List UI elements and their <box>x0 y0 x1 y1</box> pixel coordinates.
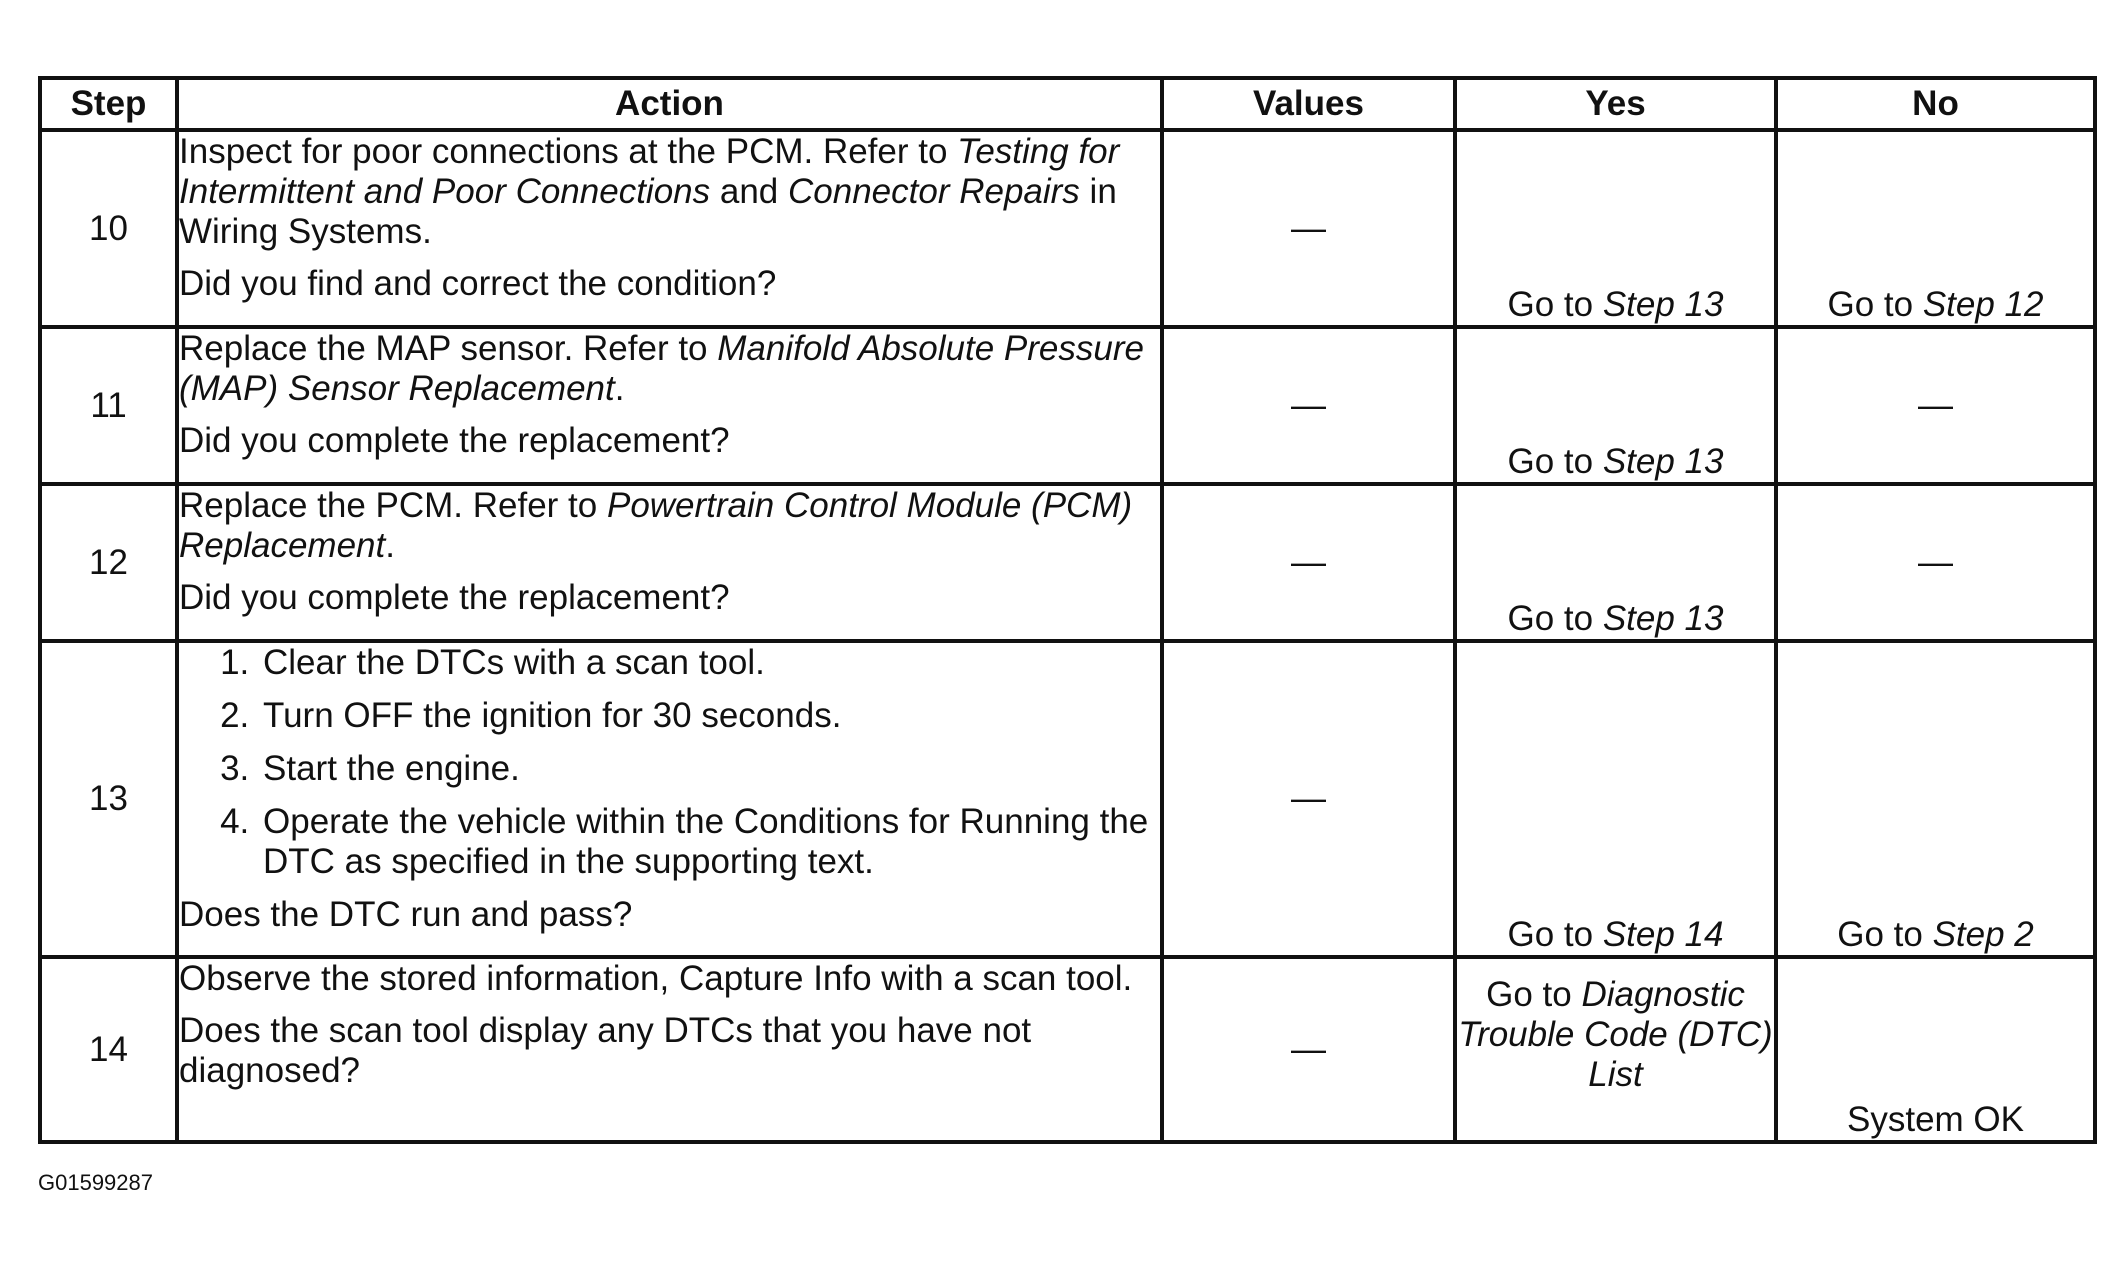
header-row <box>40 78 2095 130</box>
action-text <box>179 329 1160 409</box>
action-text-part: Replace the MAP sensor. Refer to <box>179 329 718 368</box>
action-text-part: . <box>614 369 625 408</box>
action-cell <box>177 130 1162 327</box>
table-row <box>40 641 2095 957</box>
reference-link[interactable]: Manifold Absolute Pressure (MAP) Sensor Replacement <box>179 329 1144 408</box>
action-question: Did you complete the replacement? <box>179 421 730 460</box>
reference-link[interactable]: Connector Repairs <box>788 172 1080 211</box>
action-question: Did you find and correct the condition? <box>179 264 777 303</box>
values-cell: — <box>1162 484 1455 641</box>
goto-prefix: Go to <box>1486 975 1582 1014</box>
header-yes: Yes <box>1455 78 1776 130</box>
action-question: Does the scan tool display any DTCs that you have not diagnosed? <box>179 1011 1032 1090</box>
goto-step-link[interactable]: Step 12 <box>1922 285 2044 324</box>
table-row <box>40 957 2095 1142</box>
reference-link[interactable]: Testing for Intermittent and Poor Connections <box>179 132 1120 211</box>
action-question: Did you complete the replacement? <box>179 578 730 617</box>
values-cell: — <box>1162 957 1455 1142</box>
list-item: 2. Turn OFF the ignition for 30 seconds. <box>259 696 1160 736</box>
action-cell <box>177 327 1162 484</box>
action-cell <box>177 957 1162 1142</box>
goto-step-link[interactable]: Step 13 <box>1602 285 1724 324</box>
goto-prefix: Go to <box>1837 915 1933 954</box>
action-text-part: Inspect for poor connections at the PCM. Refer to <box>179 132 958 171</box>
no-cell: System OK <box>1776 957 2095 1142</box>
action-text-part: and <box>710 172 788 211</box>
values-cell: — <box>1162 130 1455 327</box>
step-number: 12 <box>40 484 177 641</box>
action-text <box>179 132 1160 252</box>
list-item: 1. Clear the DTCs with a scan tool. <box>259 643 1160 683</box>
yes-cell <box>1455 327 1776 484</box>
no-cell: — <box>1776 327 2095 484</box>
table-row <box>40 130 2095 327</box>
action-cell <box>177 484 1162 641</box>
step-number: 10 <box>40 130 177 327</box>
no-cell <box>1776 130 2095 327</box>
table-row <box>40 484 2095 641</box>
goto-prefix: Go to <box>1827 285 1923 324</box>
yes-cell <box>1455 957 1776 1142</box>
reference-link[interactable]: Powertrain Control Module (PCM) Replacement <box>179 486 1133 565</box>
yes-cell <box>1455 130 1776 327</box>
header-step: Step <box>40 78 177 130</box>
yes-cell <box>1455 484 1776 641</box>
goto-step-link[interactable]: Step 14 <box>1602 915 1724 954</box>
values-cell: — <box>1162 327 1455 484</box>
action-text-part: . <box>385 526 395 565</box>
goto-step-link[interactable]: Step 13 <box>1602 599 1724 638</box>
step-number: 14 <box>40 957 177 1142</box>
table-row <box>40 327 2095 484</box>
goto-dtc-list-link[interactable]: Diagnostic Trouble Code (DTC) List <box>1458 975 1773 1094</box>
action-cell <box>177 641 1162 957</box>
list-item: 3. Start the engine. <box>259 749 1160 789</box>
yes-cell <box>1455 641 1776 957</box>
values-cell: — <box>1162 641 1455 957</box>
goto-step-link[interactable]: Step 13 <box>1602 442 1724 481</box>
action-text: Observe the stored information, Capture Info with a scan tool. <box>179 959 1133 998</box>
no-cell: — <box>1776 484 2095 641</box>
step-number: 11 <box>40 327 177 484</box>
goto-prefix: Go to <box>1507 285 1603 324</box>
action-text <box>179 486 1160 566</box>
no-cell <box>1776 641 2095 957</box>
action-text-part: in Wiring Systems. <box>179 172 1117 251</box>
action-text-part: Replace the PCM. Refer to <box>179 486 607 525</box>
header-action: Action <box>177 78 1162 130</box>
goto-prefix: Go to <box>1507 599 1603 638</box>
action-question: Does the DTC run and pass? <box>179 895 633 934</box>
document-id: G01599287 <box>38 1170 153 1195</box>
goto-step-link[interactable]: Step 2 <box>1932 915 2034 954</box>
goto-prefix: Go to <box>1507 442 1603 481</box>
diagnostic-table <box>38 76 2097 1144</box>
goto-prefix: Go to <box>1507 915 1603 954</box>
header-no: No <box>1776 78 2095 130</box>
list-item: 4. Operate the vehicle within the Conditions for Running the DTC as specified in the supporting text. <box>259 802 1160 882</box>
header-values: Values <box>1162 78 1455 130</box>
substeps-list <box>179 643 1160 882</box>
step-number: 13 <box>40 641 177 957</box>
